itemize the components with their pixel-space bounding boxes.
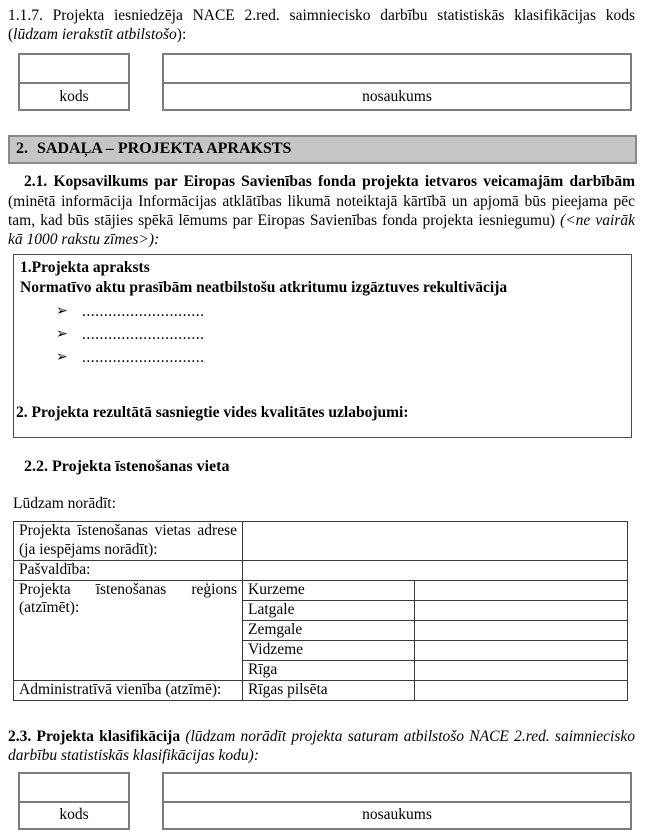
list-item (56, 324, 625, 345)
arrow-bullet-icon: ➢ (56, 350, 68, 366)
region-check-cell-latgale[interactable] (415, 600, 628, 620)
region-option-riga: Rīga (243, 660, 415, 680)
paragraph-1-1-7-text: 1.1.7. Projekta iesniedzēja NACE 2.red. saimniecisko darbību statistiskās klasifikācijas kods ( (8, 7, 635, 44)
description-bullet-list (20, 301, 625, 368)
region-check-cell-vidzeme[interactable] (415, 640, 628, 660)
address-input-cell[interactable] (243, 522, 628, 560)
section-2-number: 2. (16, 140, 28, 158)
paragraph-2-3-italic: (lūdzam norādīt projekta saturam atbilstošo NACE 2.red. saimniecisko darbību statistiskās klasifikācijas kodu): (8, 727, 636, 764)
table-row (14, 580, 628, 600)
nace-name-input-cell-bottom[interactable] (164, 774, 630, 801)
paragraph-1-1-7-suffix: ): (176, 26, 187, 44)
section-2-header-bar (8, 135, 637, 164)
description-box-subtitle: Normatīvo aktu prasībām neatbilstošu atkritumu izgāztuves rekultivācija (20, 278, 508, 296)
paragraph-2-1-normal: (minētā informācija Informācijas atklātības likumā noteiktajā kārtībā un apjomā būs pieejama pēc tam, kad būs stājies spēkā lēmums par Eiropas Savienības fonda projekta iesniegumu) (8, 192, 635, 229)
section-2-title: SADAĻA – PROJEKTA APRAKSTS (37, 140, 292, 158)
heading-2-2: 2.2. Projekta īstenošanas vieta (24, 458, 230, 476)
paragraph-2-1-bold: 2.1. Kopsavilkums par Eiropas Savienības fonda projekta ietvaros veicamajām darbībām (24, 173, 635, 191)
nace-name-input-cell-top[interactable] (164, 55, 630, 82)
table-row (14, 560, 628, 580)
arrow-bullet-icon: ➢ (56, 304, 68, 320)
municipality-label: Pašvaldība: (14, 560, 243, 580)
table-row (14, 522, 628, 560)
nace-table-bottom (18, 772, 637, 830)
project-description-box (13, 254, 632, 438)
region-label: Projekta īstenošanas reģions (atzīmēt): (14, 580, 243, 680)
nace-name-box-bottom (162, 772, 632, 830)
region-check-cell-kurzeme[interactable] (415, 580, 628, 600)
region-option-zemgale: Zemgale (243, 620, 415, 640)
admin-unit-value: Rīgas pilsēta (243, 680, 415, 700)
region-option-kurzeme: Kurzeme (243, 580, 415, 600)
nace-name-label-bottom: nosaukums (164, 801, 630, 828)
paragraph-2-3 (8, 727, 635, 765)
nace-name-box-top (162, 53, 632, 111)
region-option-latgale: Latgale (243, 600, 415, 620)
arrow-bullet-icon: ➢ (56, 327, 68, 343)
municipality-input-cell[interactable] (243, 560, 628, 580)
region-check-cell-riga[interactable] (415, 660, 628, 680)
nace-code-box-bottom (18, 772, 130, 830)
nace-code-label-top: kods (20, 82, 128, 109)
list-item (56, 347, 625, 368)
nace-name-label-top: nosaukums (164, 82, 630, 109)
location-intro-text: Lūdzam norādīt: (13, 495, 116, 513)
admin-unit-check-cell[interactable] (415, 680, 628, 700)
nace-code-label-bottom: kods (20, 801, 128, 828)
region-option-vidzeme: Vidzeme (243, 640, 415, 660)
fill-in-placeholder[interactable]: ............................ (82, 302, 205, 320)
admin-unit-label: Administratīvā vienība (atzīmē): (14, 680, 243, 700)
address-label: Projekta īstenošanas vietas adrese (ja iespējams norādīt): (14, 522, 243, 560)
description-box-title: 1.Projekta apraksts (20, 259, 150, 277)
list-item (56, 301, 625, 322)
nace-code-input-cell-top[interactable] (20, 55, 128, 82)
paragraph-1-1-7-italic: lūdzam ierakstīt atbilstošo (13, 26, 177, 44)
description-box-footer: 2. Projekta rezultātā sasniegtie vides kvalitātes uzlabojumi: (16, 404, 409, 422)
region-check-cell-zemgale[interactable] (415, 620, 628, 640)
location-table (13, 521, 628, 700)
fill-in-placeholder[interactable]: ............................ (82, 325, 205, 343)
nace-code-box-top (18, 53, 130, 111)
table-row (14, 680, 628, 700)
paragraph-2-1-italic: (<ne vairāk kā 1000 rakstu zīmes>): (8, 211, 635, 249)
paragraph-2-1 (8, 172, 635, 249)
fill-in-placeholder[interactable]: ............................ (82, 348, 205, 366)
paragraph-2-3-bold: 2.3. Projekta klasifikācija (8, 727, 181, 745)
nace-code-input-cell-bottom[interactable] (20, 774, 128, 801)
nace-table-top (18, 53, 637, 111)
paragraph-1-1-7 (8, 6, 635, 44)
